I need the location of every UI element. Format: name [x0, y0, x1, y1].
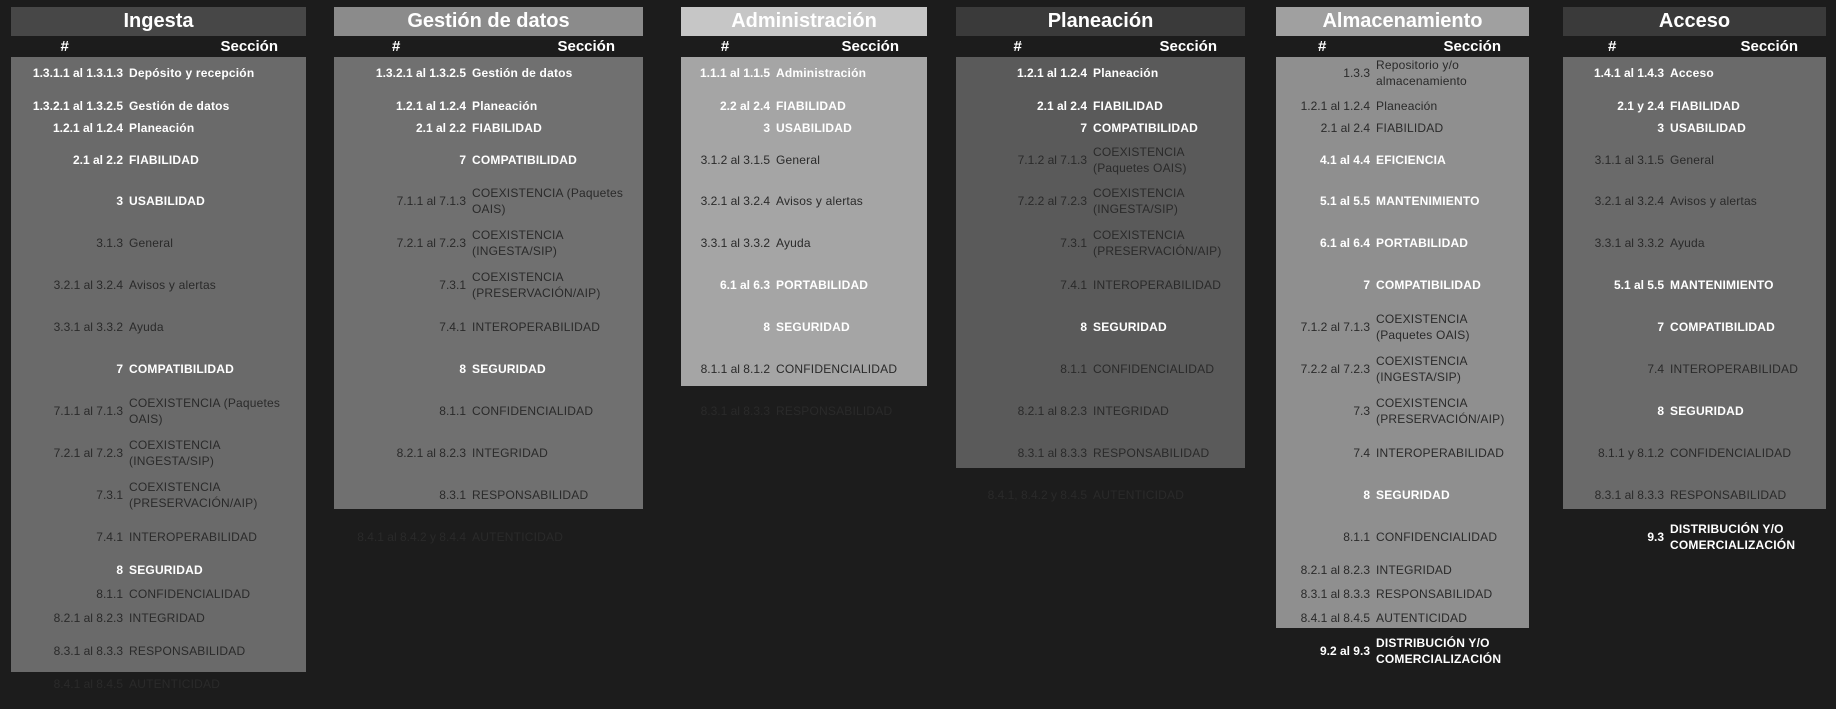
row-number: 3 — [116, 194, 123, 208]
row-number: 1.3.3 — [1343, 66, 1370, 80]
table-row — [681, 403, 927, 419]
section-column-header: Sección — [1443, 38, 1501, 55]
table-row — [956, 65, 1245, 81]
panel-planeacion — [956, 7, 1245, 502]
table-row — [1563, 487, 1826, 503]
table-row — [1563, 193, 1826, 209]
row-section: RESPONSABILIDAD — [1376, 587, 1493, 601]
row-number: 8.4.1, 8.4.2 y 8.4.5 — [987, 488, 1087, 502]
row-section: SEGURIDAD — [1376, 488, 1450, 502]
row-section: Administración — [776, 66, 867, 80]
table-row — [1276, 98, 1529, 114]
table-row — [11, 643, 306, 659]
table-row — [334, 445, 643, 461]
row-number: 2.1 y 2.4 — [1617, 99, 1664, 113]
row-section: FIABILIDAD — [1376, 121, 1444, 135]
row-section: AUTENTICIDAD — [1093, 488, 1185, 502]
row-number: 7.4.1 — [439, 320, 466, 334]
row-number: 7 — [1080, 121, 1087, 135]
row-number: 3 — [763, 121, 770, 135]
panel-gestion-de-datos — [334, 7, 643, 544]
row-number: 8.3.1 al 8.3.3 — [53, 644, 123, 658]
row-section: Planeación — [472, 99, 538, 113]
row-section: CONFIDENCIALIDAD — [1093, 362, 1215, 376]
row-section: CONFIDENCIALIDAD — [1376, 530, 1498, 544]
row-section: INTEGRIDAD — [1093, 404, 1170, 418]
row-section: FIABILIDAD — [472, 121, 542, 135]
table-row — [1276, 235, 1529, 251]
table-row — [956, 227, 1245, 259]
table-row — [1276, 610, 1529, 626]
row-number: 6.1 al 6.3 — [719, 278, 770, 292]
row-number: 5.1 al 5.5 — [1319, 194, 1370, 208]
table-row — [1276, 353, 1529, 385]
table-row — [1276, 635, 1529, 667]
row-number: 1.4.1 al 1.4.3 — [1593, 66, 1664, 80]
row-section: FIABILIDAD — [129, 153, 199, 167]
table-row — [956, 403, 1245, 419]
row-number: 7.1.1 al 7.1.3 — [396, 194, 466, 208]
table-row — [956, 277, 1245, 293]
table-row — [1276, 395, 1529, 427]
table-row — [334, 403, 643, 419]
row-section: COEXISTENCIA (INGESTA/SIP) — [1376, 354, 1468, 384]
row-section: COMPATIBILIDAD — [472, 153, 578, 167]
row-section: COEXISTENCIA (Paquetes OAIS) — [1093, 145, 1187, 175]
table-row — [956, 144, 1245, 176]
panel-title: Ingesta — [11, 7, 306, 36]
row-number: 2.1 al 2.4 — [1320, 121, 1370, 135]
row-section: USABILIDAD — [129, 194, 205, 208]
row-number: 1.2.1 al 1.2.4 — [52, 121, 123, 135]
table-row — [1563, 361, 1826, 377]
table-row — [1563, 65, 1826, 81]
row-section: COEXISTENCIA (INGESTA/SIP) — [1093, 186, 1185, 216]
row-number: 1.2.1 al 1.2.4 — [1300, 99, 1370, 113]
table-row — [681, 120, 927, 136]
table-row — [681, 98, 927, 114]
row-section: USABILIDAD — [776, 121, 852, 135]
row-number: 7.1.2 al 7.1.3 — [1300, 320, 1370, 334]
panel-administracion — [681, 7, 927, 418]
row-number: 8.1.1 — [439, 404, 466, 418]
row-number: 2.1 al 2.2 — [415, 121, 466, 135]
row-section: FIABILIDAD — [1093, 99, 1163, 113]
row-section: Ayuda — [1670, 236, 1705, 250]
row-number: 3.2.1 al 3.2.4 — [53, 278, 123, 292]
row-section: INTEROPERABILIDAD — [472, 320, 601, 334]
table-row — [1276, 193, 1529, 209]
row-section: PORTABILIDAD — [776, 278, 869, 292]
column-header — [1276, 36, 1529, 57]
row-section: SEGURIDAD — [776, 320, 850, 334]
row-number: 8.3.1 al 8.3.3 — [700, 404, 770, 418]
table-row — [11, 395, 306, 427]
table-row — [11, 65, 306, 81]
row-number: 3.3.1 al 3.3.2 — [1594, 236, 1664, 250]
row-number: 8.3.1 al 8.3.3 — [1594, 488, 1664, 502]
row-section: General — [1670, 153, 1715, 167]
row-section: CONFIDENCIALIDAD — [776, 362, 898, 376]
row-section: INTEGRIDAD — [129, 611, 206, 625]
table-row — [334, 65, 643, 81]
table-row — [1563, 277, 1826, 293]
table-row — [334, 185, 643, 217]
section-column-header: Sección — [220, 38, 278, 55]
table-row — [681, 193, 927, 209]
table-row — [11, 562, 306, 578]
table-row — [1563, 319, 1826, 335]
column-header — [1563, 36, 1826, 57]
row-section: INTEGRIDAD — [1376, 563, 1453, 577]
table-row — [1276, 152, 1529, 168]
row-section: COMPATIBILIDAD — [1670, 320, 1776, 334]
row-section: AUTENTICIDAD — [472, 530, 564, 544]
row-section: CONFIDENCIALIDAD — [472, 404, 594, 418]
row-section: PORTABILIDAD — [1376, 236, 1469, 250]
table-row — [1563, 521, 1826, 553]
row-number: 3.1.2 al 3.1.5 — [700, 153, 770, 167]
row-section: INTEROPERABILIDAD — [1376, 446, 1505, 460]
row-section: COEXISTENCIA (Paquetes OAIS) — [472, 186, 624, 216]
table-row — [11, 193, 306, 209]
row-number: 8.1.1 — [96, 587, 123, 601]
row-number: 1.2.1 al 1.2.4 — [395, 99, 466, 113]
table-row — [681, 65, 927, 81]
row-number: 8 — [763, 320, 770, 334]
table-row — [681, 319, 927, 335]
table-row — [11, 479, 306, 511]
column-header — [681, 36, 927, 57]
row-section: DISTRIBUCIÓN Y/O COMERCIALIZACIÓN — [1670, 522, 1796, 552]
row-number: 5.1 al 5.5 — [1613, 278, 1664, 292]
table-row — [681, 235, 927, 251]
row-number: 7.2.1 al 7.2.3 — [53, 446, 123, 460]
row-section: Acceso — [1670, 66, 1714, 80]
table-row — [1276, 529, 1529, 545]
table-row — [1563, 445, 1826, 461]
row-section: USABILIDAD — [1670, 121, 1746, 135]
row-number: 7.3.1 — [439, 278, 466, 292]
row-number: 8.1.1 y 8.1.2 — [1597, 446, 1664, 460]
row-number: 8.1.1 al 8.1.2 — [700, 362, 770, 376]
column-header — [956, 36, 1245, 57]
table-row — [334, 269, 643, 301]
table-row — [956, 319, 1245, 335]
row-number: 3.3.1 al 3.3.2 — [53, 320, 123, 334]
row-section: Planeación — [1093, 66, 1159, 80]
section-column-header: Sección — [1740, 38, 1798, 55]
row-section: COEXISTENCIA (Paquetes OAIS) — [129, 396, 281, 426]
row-number: 1.3.2.1 al 1.3.2.5 — [32, 99, 123, 113]
panel-acceso — [1563, 7, 1826, 552]
number-column-header: # — [720, 38, 730, 55]
panel-title: Acceso — [1563, 7, 1826, 36]
table-row — [334, 529, 643, 545]
table-row — [11, 586, 306, 602]
table-row — [334, 227, 643, 259]
panel-body — [1563, 57, 1826, 552]
row-number: 7 — [1657, 320, 1664, 334]
row-section: MANTENIMIENTO — [1670, 278, 1774, 292]
row-section: General — [129, 236, 174, 250]
row-number: 7.2.1 al 7.2.3 — [396, 236, 466, 250]
table-row — [956, 361, 1245, 377]
row-section: EFICIENCIA — [1376, 153, 1447, 167]
panel-body — [681, 57, 927, 418]
row-section: SEGURIDAD — [472, 362, 546, 376]
row-section: INTEROPERABILIDAD — [1093, 278, 1222, 292]
row-section: Planeación — [1376, 99, 1438, 113]
row-number: 7.1.1 al 7.1.3 — [53, 404, 123, 418]
row-number: 8 — [1363, 488, 1370, 502]
row-number: 8.3.1 al 8.3.3 — [1017, 446, 1087, 460]
table-row — [11, 610, 306, 626]
panel-title: Almacenamiento — [1276, 7, 1529, 36]
row-number: 8.4.1 al 8.4.5 — [53, 677, 123, 691]
table-row — [1563, 98, 1826, 114]
table-row — [956, 120, 1245, 136]
table-row — [1276, 311, 1529, 343]
row-number: 8 — [459, 362, 466, 376]
table-row — [334, 120, 643, 136]
row-number: 7.4 — [1353, 446, 1370, 460]
row-number: 3.1.3 — [96, 236, 123, 250]
row-section: INTEROPERABILIDAD — [129, 530, 258, 544]
table-row — [681, 277, 927, 293]
table-row — [956, 445, 1245, 461]
row-section: AUTENTICIDAD — [1376, 611, 1468, 625]
row-section: Repositorio y/o almacenamiento — [1376, 58, 1467, 88]
row-number: 7.3.1 — [96, 488, 123, 502]
row-number: 1.2.1 al 1.2.4 — [1016, 66, 1087, 80]
row-number: 8.4.1 al 8.4.2 y 8.4.4 — [357, 530, 466, 544]
row-section: INTEROPERABILIDAD — [1670, 362, 1799, 376]
row-number: 9.3 — [1647, 530, 1664, 544]
row-number: 1.3.2.1 al 1.3.2.5 — [375, 66, 466, 80]
row-number: 1.3.1.1 al 1.3.1.3 — [32, 66, 123, 80]
row-number: 7.2.2 al 7.2.3 — [1300, 362, 1370, 376]
table-row — [1276, 562, 1529, 578]
row-section: COEXISTENCIA (PRESERVACIÓN/AIP) — [472, 270, 601, 300]
table-row — [1276, 120, 1529, 136]
table-row — [334, 98, 643, 114]
table-row — [1563, 120, 1826, 136]
row-section: RESPONSABILIDAD — [776, 404, 893, 418]
table-row — [1276, 586, 1529, 602]
row-section: Avisos y alertas — [776, 194, 864, 208]
row-section: COEXISTENCIA (INGESTA/SIP) — [472, 228, 564, 258]
table-row — [1276, 487, 1529, 503]
row-section: INTEGRIDAD — [472, 446, 549, 460]
panel-almacenamiento — [1276, 7, 1529, 666]
row-section: RESPONSABILIDAD — [1093, 446, 1210, 460]
row-number: 3.2.1 al 3.2.4 — [1594, 194, 1664, 208]
table-row — [681, 361, 927, 377]
panel-title: Planeación — [956, 7, 1245, 36]
table-row — [1563, 403, 1826, 419]
number-column-header: # — [391, 38, 401, 55]
row-section: FIABILIDAD — [776, 99, 846, 113]
table-row — [1276, 277, 1529, 293]
table-row — [334, 487, 643, 503]
row-section: Ayuda — [776, 236, 811, 250]
table-row — [11, 437, 306, 469]
row-number: 7.4 — [1647, 362, 1664, 376]
row-number: 8.2.1 al 8.2.3 — [396, 446, 466, 460]
row-number: 3 — [1657, 121, 1664, 135]
column-header — [11, 36, 306, 57]
column-header — [334, 36, 643, 57]
row-number: 7 — [116, 362, 123, 376]
row-section: COEXISTENCIA (PRESERVACIÓN/AIP) — [1093, 228, 1222, 258]
row-number: 8.1.1 — [1343, 530, 1370, 544]
row-number: 2.1 al 2.2 — [72, 153, 123, 167]
row-section: Gestión de datos — [472, 66, 573, 80]
row-number: 8.2.1 al 8.2.3 — [1300, 563, 1370, 577]
row-number: 7 — [459, 153, 466, 167]
row-section: General — [776, 153, 821, 167]
table-row — [11, 235, 306, 251]
table-row — [11, 361, 306, 377]
table-row — [11, 529, 306, 545]
table-row — [1276, 445, 1529, 461]
row-number: 2.2 al 2.4 — [719, 99, 770, 113]
row-section: RESPONSABILIDAD — [129, 644, 246, 658]
section-column-header: Sección — [841, 38, 899, 55]
row-number: 7.2.2 al 7.2.3 — [1017, 194, 1087, 208]
row-number: 1.1.1 al 1.1.5 — [699, 66, 770, 80]
table-row — [334, 361, 643, 377]
row-section: COMPATIBILIDAD — [1093, 121, 1199, 135]
row-section: DISTRIBUCIÓN Y/O COMERCIALIZACIÓN — [1376, 636, 1502, 666]
table-row — [11, 98, 306, 114]
row-section: Depósito y recepción — [129, 66, 255, 80]
row-section: COMPATIBILIDAD — [1376, 278, 1482, 292]
row-section: SEGURIDAD — [1093, 320, 1167, 334]
row-number: 8.1.1 — [1060, 362, 1087, 376]
row-section: Gestión de datos — [129, 99, 230, 113]
table-row — [334, 319, 643, 335]
row-number: 9.2 al 9.3 — [1319, 644, 1370, 658]
row-section: CONFIDENCIALIDAD — [129, 587, 251, 601]
row-number: 8 — [1657, 404, 1664, 418]
row-section: SEGURIDAD — [1670, 404, 1744, 418]
table-row — [956, 185, 1245, 217]
row-section: COEXISTENCIA (PRESERVACIÓN/AIP) — [129, 480, 258, 510]
panel-body — [334, 57, 643, 544]
row-number: 8.4.1 al 8.4.5 — [1300, 611, 1370, 625]
row-section: COEXISTENCIA (INGESTA/SIP) — [129, 438, 221, 468]
table-row — [956, 487, 1245, 503]
row-section: CONFIDENCIALIDAD — [1670, 446, 1792, 460]
row-number: 6.1 al 6.4 — [1319, 236, 1370, 250]
row-section: RESPONSABILIDAD — [472, 488, 589, 502]
table-row — [1276, 57, 1529, 89]
row-number: 8.3.1 — [439, 488, 466, 502]
row-number: 8.2.1 al 8.2.3 — [53, 611, 123, 625]
section-column-header: Sección — [1159, 38, 1217, 55]
row-section: Avisos y alertas — [129, 278, 217, 292]
panel-title: Administración — [681, 7, 927, 36]
row-number: 7.4.1 — [96, 530, 123, 544]
table-row — [11, 319, 306, 335]
row-number: 3.3.1 al 3.3.2 — [700, 236, 770, 250]
row-section: AUTENTICIDAD — [129, 677, 221, 691]
row-section: COEXISTENCIA (PRESERVACIÓN/AIP) — [1376, 396, 1505, 426]
row-number: 3.2.1 al 3.2.4 — [700, 194, 770, 208]
row-section: Planeación — [129, 121, 195, 135]
row-number: 2.1 al 2.4 — [1036, 99, 1087, 113]
number-column-header: # — [1607, 38, 1617, 55]
table-row — [1563, 152, 1826, 168]
table-row — [11, 277, 306, 293]
table-row — [1563, 235, 1826, 251]
section-column-header: Sección — [557, 38, 615, 55]
panel-body — [11, 57, 306, 691]
row-section: Ayuda — [129, 320, 164, 334]
row-number: 8 — [116, 563, 123, 577]
row-number: 3.1.1 al 3.1.5 — [1594, 153, 1664, 167]
row-number: 7.3.1 — [1060, 236, 1087, 250]
row-section: COEXISTENCIA (Paquetes OAIS) — [1376, 312, 1470, 342]
row-number: 8.3.1 al 8.3.3 — [1300, 587, 1370, 601]
number-column-header: # — [60, 38, 69, 55]
table-row — [681, 152, 927, 168]
number-column-header: # — [1013, 38, 1022, 55]
number-column-header: # — [1318, 38, 1327, 55]
row-section: Avisos y alertas — [1670, 194, 1758, 208]
row-section: RESPONSABILIDAD — [1670, 488, 1787, 502]
table-row — [11, 120, 306, 136]
row-number: 8.2.1 al 8.2.3 — [1017, 404, 1087, 418]
panel-ingesta — [11, 7, 306, 691]
row-number: 7.1.2 al 7.1.3 — [1017, 153, 1087, 167]
panel-body — [956, 57, 1245, 502]
row-section: FIABILIDAD — [1670, 99, 1740, 113]
row-number: 8 — [1080, 320, 1087, 334]
row-section: SEGURIDAD — [129, 563, 203, 577]
panel-title: Gestión de datos — [334, 7, 643, 36]
row-section: MANTENIMIENTO — [1376, 194, 1480, 208]
table-row — [11, 676, 306, 692]
row-number: 7 — [1363, 278, 1370, 292]
row-number: 7.3 — [1353, 404, 1370, 418]
row-number: 7.4.1 — [1060, 278, 1087, 292]
panel-body — [1276, 57, 1529, 666]
table-row — [956, 98, 1245, 114]
row-number: 4.1 al 4.4 — [1319, 153, 1370, 167]
row-section: COMPATIBILIDAD — [129, 362, 235, 376]
table-row — [334, 152, 643, 168]
table-row — [11, 152, 306, 168]
